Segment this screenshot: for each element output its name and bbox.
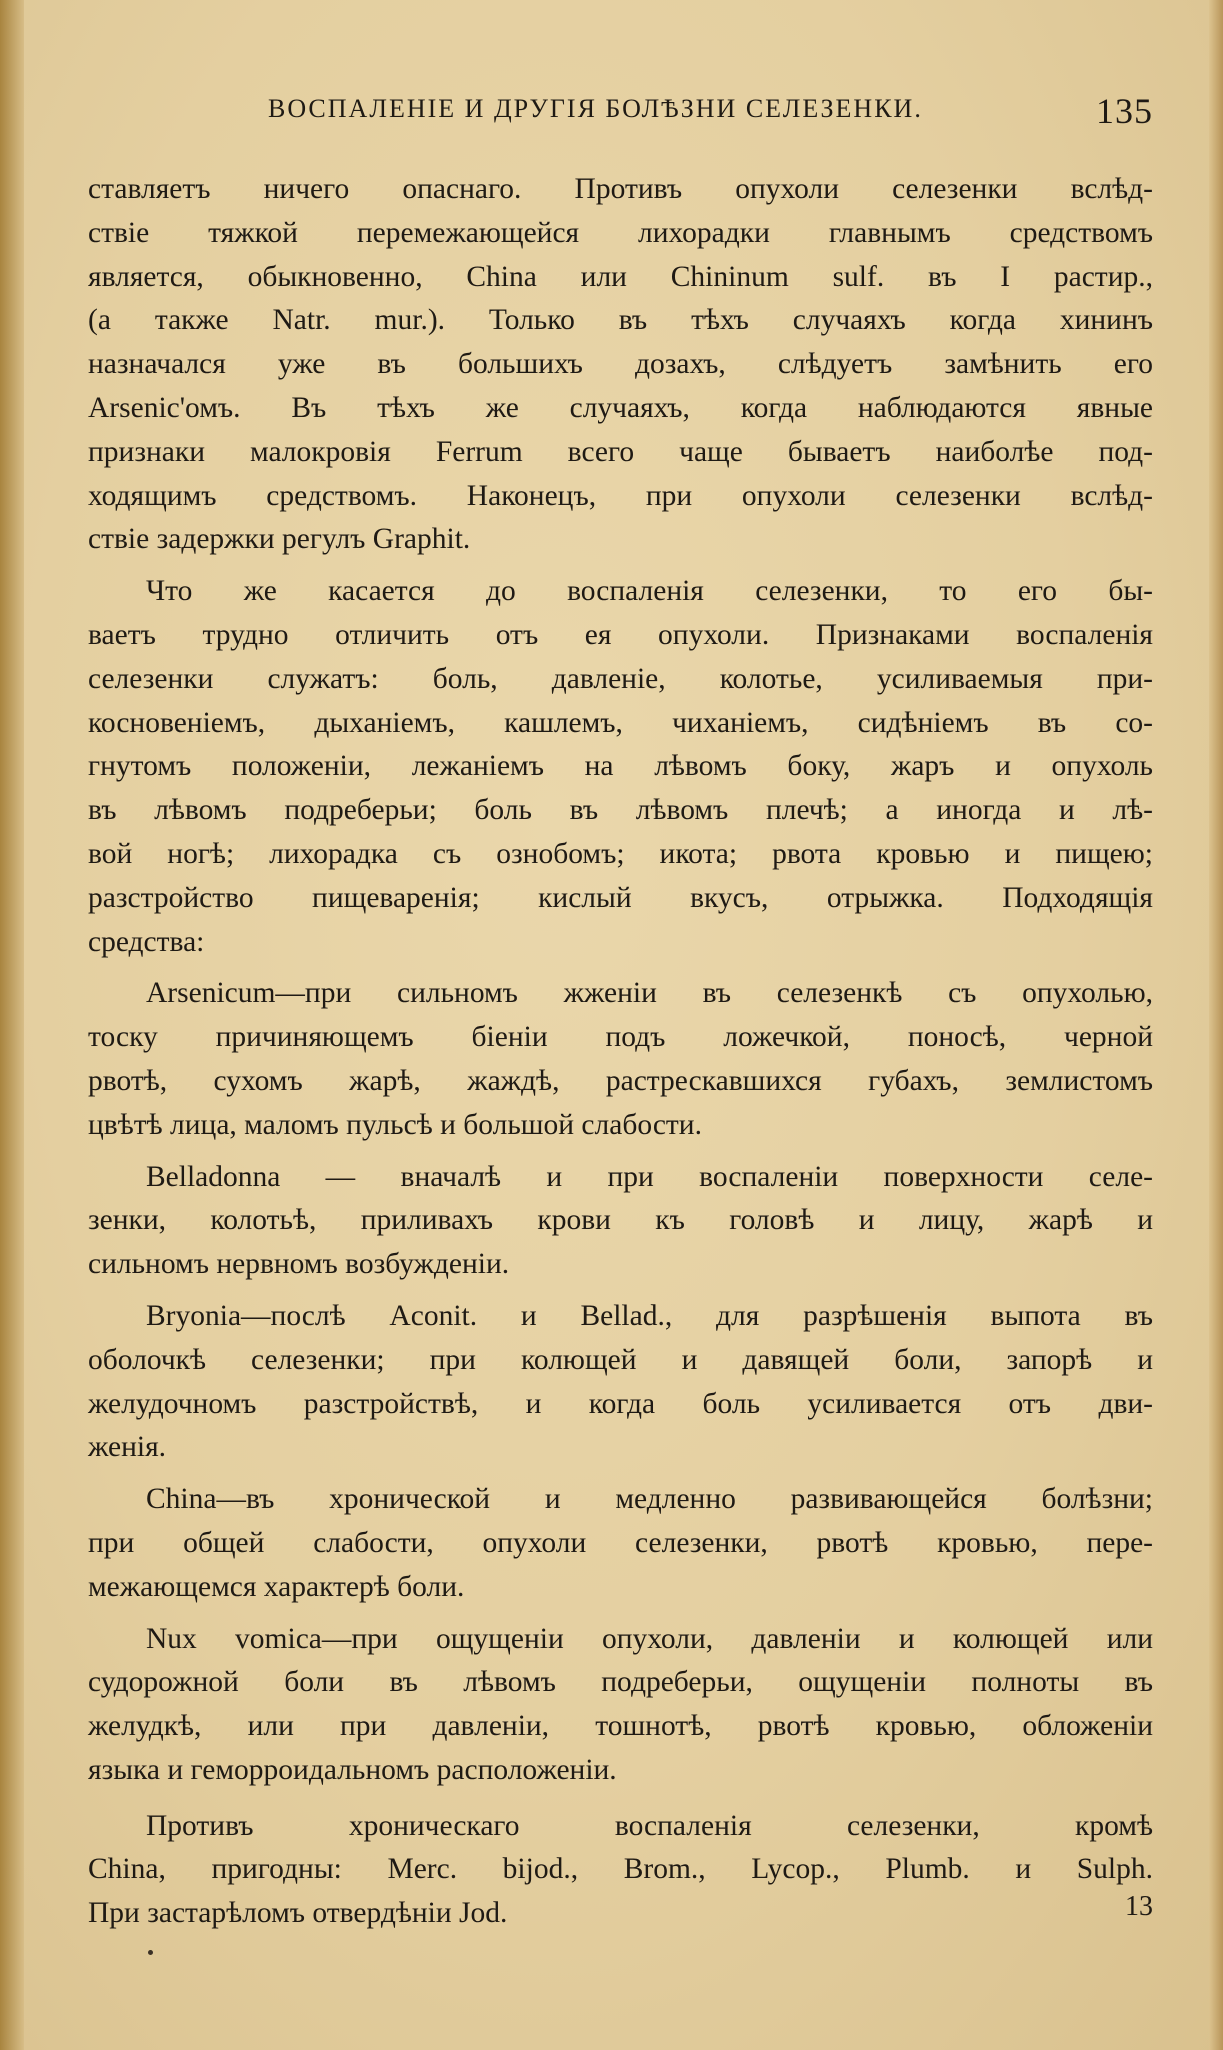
text-line: (а также Natr. mur.). Только въ тѣхъ случаяхъ когда хининъ xyxy=(88,304,1153,337)
text-line: сильномъ нервномъ возбужденіи. xyxy=(88,1248,510,1281)
page-edge-left xyxy=(0,0,24,2050)
text-line: гнутомъ положеніи, лежаніемъ на лѣвомъ боку, жаръ и опухоль xyxy=(88,750,1153,783)
text-line: вой ногѣ; лихорадка съ ознобомъ; икота; рвота кровью и пищею; xyxy=(88,837,1153,870)
text-line: является, обыкновенно, China или Chininum sulf. въ I растир., xyxy=(88,260,1153,293)
paragraph-gap xyxy=(88,964,1153,972)
text-line: разстройство пищеваренія; кислый вкусъ, отрыжка. Подходящія xyxy=(88,881,1153,914)
text-line: Belladonna — вначалѣ и при воспаленіи поверхности селе- xyxy=(146,1160,1153,1193)
text-line: селезенки служатъ: боль, давленіе, колотье, усиливаемыя при- xyxy=(88,662,1153,695)
paragraph-gap xyxy=(88,1287,1153,1295)
text-line: при общей слабости, опухоли селезенки, рвотѣ кровью, пере- xyxy=(88,1526,1153,1559)
page-number: 135 xyxy=(1096,91,1153,131)
text-line: косновеніемъ, дыханіемъ, кашлемъ, чиханіемъ, сидѣніемъ въ со- xyxy=(88,706,1153,739)
text-line: цвѣтѣ лица, маломъ пульсѣ и большой слабости. xyxy=(88,1108,702,1141)
paragraph-gap xyxy=(88,1148,1153,1156)
paragraph-arsenicum xyxy=(88,972,1153,1147)
paragraph-spleen-inflammation xyxy=(88,570,1153,964)
paragraph-china xyxy=(88,1478,1153,1609)
text-line: Противъ хроническаго воспаленія селезенки, кромѣ xyxy=(146,1809,1153,1842)
text-line: ходящимъ средствомъ. Наконецъ, при опухоли селезенки вслѣд- xyxy=(88,479,1153,512)
text-line: Bryonia—послѣ Aconit. и Bellad., для разрѣшенія выпота въ xyxy=(146,1299,1153,1332)
paragraph-bryonia xyxy=(88,1295,1153,1470)
text-line: рвотѣ, сухомъ жарѣ, жаждѣ, растрескавшихся губахъ, землистомъ xyxy=(88,1064,1153,1097)
text-line: назначался уже въ большихъ дозахъ, слѣдуетъ замѣнить его xyxy=(88,348,1153,381)
text-line: ствіе задержки регулъ Graphit. xyxy=(88,523,471,556)
paragraph-gap xyxy=(88,1470,1153,1478)
text-line: языка и геморроидальномъ расположеніи. xyxy=(88,1753,617,1786)
text-line: ваетъ трудно отличить отъ ея опухоли. Признаками воспаленія xyxy=(88,618,1153,651)
ink-speck xyxy=(148,1950,153,1955)
text-line: женія. xyxy=(88,1431,167,1464)
text-line: средства: xyxy=(88,925,205,958)
text-line: межающемся характерѣ боли. xyxy=(88,1570,465,1603)
paragraph-chronic-inflammation xyxy=(88,1805,1153,1936)
text-line: оболочкѣ селезенки; при колющей и давящей боли, запорѣ и xyxy=(88,1343,1153,1376)
text-line: ставляетъ ничего опаснаго. Противъ опухоли селезенки вслѣд- xyxy=(88,173,1153,205)
text-line: При застарѣломъ отвердѣніи Jod. xyxy=(88,1897,508,1930)
running-title: ВОСПАЛЕНІЕ И ДРУГІЯ БОЛѢЗНИ СЕЛЕЗЕНКИ. xyxy=(268,94,923,123)
text-line: судорожной боли въ лѣвомъ подреберьи, ощущеніи полноты въ xyxy=(88,1666,1153,1699)
paragraph-gap xyxy=(88,562,1153,570)
text-line: China, пригодны: Merc. bijod., Brom., Lycop., Plumb. и Sulph. xyxy=(88,1853,1153,1886)
text-line: China—въ хронической и медленно развивающейся болѣзни; xyxy=(146,1483,1153,1516)
text-line: желудкѣ, или при давленіи, тошнотѣ, рвотѣ кровью, обложеніи xyxy=(88,1710,1153,1743)
text-line: Arsenic'омъ. Въ тѣхъ же случаяхъ, когда наблюдаются явные xyxy=(88,391,1153,424)
running-head xyxy=(88,90,1153,140)
signature-number: 13 xyxy=(1125,1891,1153,1922)
page-body xyxy=(88,168,1153,1936)
paragraph-belladonna xyxy=(88,1156,1153,1287)
paragraph-nux-vomica xyxy=(88,1618,1153,1793)
text-line: Что же касается до воспаленія селезенки, то его бы- xyxy=(146,575,1153,608)
text-line: ствіе тяжкой перемежающейся лихорадки главнымъ средствомъ xyxy=(88,216,1153,249)
text-line: желудочномъ разстройствѣ, и когда боль усиливается отъ дви- xyxy=(88,1387,1153,1420)
text-line: признаки малокровія Ferrum всего чаще бываетъ наиболѣе под- xyxy=(88,435,1153,468)
text-line: зенки, колотьѣ, приливахъ крови къ головѣ и лицу, жарѣ и xyxy=(88,1204,1153,1237)
text-line: въ лѣвомъ подреберьи; боль въ лѣвомъ плечѣ; а иногда и лѣ- xyxy=(88,794,1153,827)
text-line: тоску причиняющемъ біеніи подъ ложечкой, поносѣ, черной xyxy=(88,1021,1153,1054)
paragraph-gap xyxy=(88,1793,1153,1805)
text-line: Nux vomica—при ощущеніи опухоли, давленіи и колющей или xyxy=(146,1622,1153,1655)
text-line: Arsenicum—при сильномъ жженіи въ селезенкѣ съ опухолью, xyxy=(146,977,1153,1010)
paragraph-gap xyxy=(88,1610,1153,1618)
page-edge-right xyxy=(1209,0,1223,2050)
paragraph-spleen-swelling xyxy=(88,168,1153,562)
